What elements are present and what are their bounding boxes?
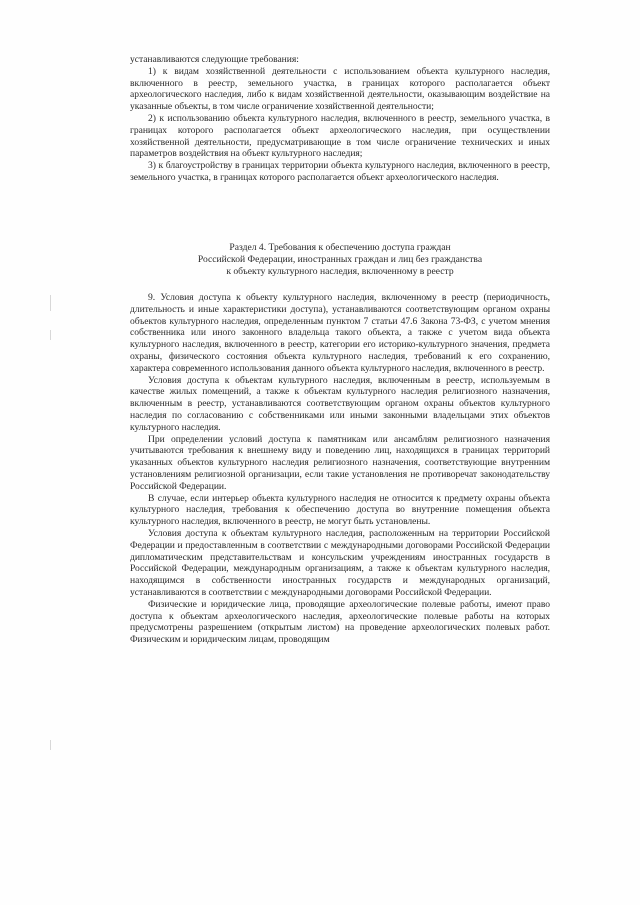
intro-line: устанавливаются следующие требования: <box>130 54 299 65</box>
scan-margin-mark <box>50 330 51 340</box>
paragraph-residential-religious: Условия доступа к объектам культурного наследия, включенным в реестр, используемым в качестве жилых помещений, а также к объектам культурного наследия религиозного назначения, включенным в реестр, устанавливаются соответствующим органом охраны объектов культурного наследия по согласованию с собственниками или иными законными владельцами этих объектов культурного наследия. <box>130 374 550 433</box>
document-body-text <box>130 292 550 646</box>
paragraph-interior: В случае, если интерьер объекта культурного наследия не относится к предмету охраны объекта культурного наследия, требования к обеспечению доступа во внутренние помещения объекта культурного наследия, включенного в реестр, не могут быть установлены. <box>130 492 550 528</box>
list-item-3: 3) к благоустройству в границах территории объекта культурного наследия, включенного в реестр, земельного участка, в границах которого располагается объект археологического наследия. <box>130 160 550 183</box>
section-heading-line-3: к объекту культурного наследия, включенному в реестр <box>226 265 454 277</box>
scan-margin-mark <box>50 295 51 311</box>
section-heading <box>130 242 550 277</box>
paragraph-archaeological-works: Физические и юридические лица, проводящие археологические полевые работы, имеют право доступа к объектам археологического наследия, археологические полевые работы на которых предусмотрены разрешением (открытым листом) на проведение археологических полевых работ. Физическим и юридическим лицам, проводящим <box>130 598 550 646</box>
paragraph-international: Условия доступа к объектам культурного наследия, расположенным на территории Российской Федерации и предоставленным в соответствии с международными договорами Российской Федерации дипломатическим представительствам и консульским учреждениям иностранных государств в Российской Федерации, международным организациям, а также к объектам культурного наследия, находящимся в собственности иностранных государств и международных организаций, устанавливаются в соответствии с международными договорами Российской Федерации. <box>130 527 550 598</box>
paragraph-9: 9. Условия доступа к объекту культурного наследия, включенному в реестр (периодичность, длительность и иные характеристики доступа), устанавливаются соответствующим органом охраны объектов культурного наследия, определенным пунктом 7 статьи 47.6 Закона 73-ФЗ, с учетом мнения собственника или иного законного владельца такого объекта, а также с учетом вида объекта культурного наследия, включенного в реестр, категории его историко-культурного значения, предмета охраны, физического состояния объекта культурного наследия, требований к его сохранению, характера современного использования данного объекта культурного наследия, включенного в реестр. <box>130 292 550 374</box>
section-heading-line-2: Российской Федерации, иностранных граждан и лиц без гражданства <box>197 253 483 265</box>
document-top-text <box>130 54 550 184</box>
paragraph-religious-requirements: При определении условий доступа к памятникам или ансамблям религиозного назначения учитываются требования к внешнему виду и поведению лиц, находящихся в границах территорий указанных объектов культурного наследия религиозного назначения, соответствующие внутренним установлениям религиозной организации, если такие установления не противоречат законодательству Российской Федерации. <box>130 433 550 492</box>
section-heading-line-1: Раздел 4. Требования к обеспечению доступа граждан <box>229 242 451 253</box>
list-item-1: 1) к видам хозяйственной деятельности с использованием объекта культурного наследия, включенного в реестр, земельного участка, в границах которого располагается объект археологического наследия, либо к видам хозяйственной деятельности, оказывающим воздействие на указанные объекты, в том числе ограничение хозяйственной деятельности; <box>130 65 550 113</box>
scan-margin-mark <box>50 740 51 750</box>
list-item-2: 2) к использованию объекта культурного наследия, включенного в реестр, земельного участка, в границах которого располагается объект археологического наследия, при осуществлении хозяйственной деятельности, предусматривающие в том числе ограничение технических и иных параметров воздействия на объект культурного наследия; <box>130 112 550 160</box>
